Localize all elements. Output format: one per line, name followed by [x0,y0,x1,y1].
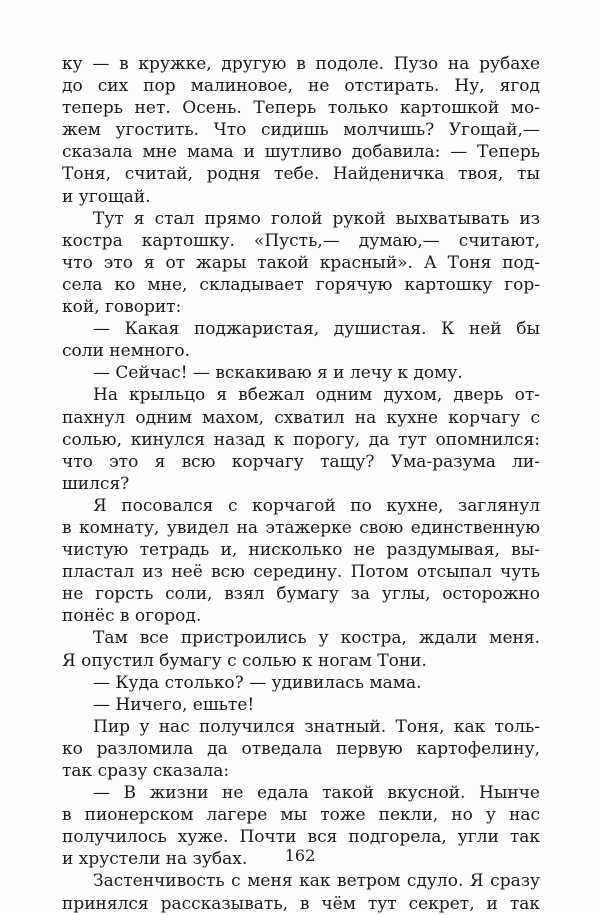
text-line: что это я от жары такой красный». А Тоня под- [62,252,540,273]
text-line: — Куда столько? — удивилась мама. [93,672,422,693]
text-line: пластал из неё всю середину. Потом отсыпал чуть [62,562,540,583]
text-line: костра картошку. «Пусть,— думаю,— считают, [62,230,540,251]
text-line: села ко мне, складывает горячую картошку гор- [62,274,540,295]
text-line: чистую тетрадь и, нисколько не раздумывая, вы- [62,540,540,561]
text-line: Тоня, считай, родня тебе. Найденичка твоя, ты [62,164,540,185]
text-line: теперь нет. Осень. Теперь только картошкой мо- [62,98,540,119]
text-line: солью, кинулся назад к порогу, да тут опомнился: [62,429,540,450]
text-line: пахнул одним махом, схватил на кухне корчагу с [62,407,540,428]
text-line: — Сейчас! — вскакиваю я и лечу к дому. [93,363,463,384]
text-line: не горсть соли, взял бумагу за углы, осторожно [62,584,540,605]
text-line: до сих пор малиновое, не отстирать. Ну, ягод [62,76,540,97]
page-number: 162 [284,846,316,865]
text-line: понёс в огород. [62,606,202,627]
text-line: сказала мне мама и шутливо добавила: — Теперь [62,142,540,163]
text-line: что это я всю корчагу тащу? Ума-разума ли- [62,451,540,472]
text-line: Я опустил бумагу с солью к ногам Тони. [62,650,427,671]
text-line: кой, говорит: [62,297,182,318]
text-line: принялся рассказывать, в чём тут секрет, и так [62,893,540,914]
text-line: в пионерском лагере мы тоже пекли, но у нас [62,805,540,826]
body-text [62,53,540,915]
text-line: На крыльцо я вбежал одним духом, дверь от- [93,385,540,406]
text-line: соли немного. [62,341,191,362]
text-line: шился? [62,473,130,494]
text-line: — В жизни не едала такой вкусной. Нынче [93,783,540,804]
text-line: в комнату, увидел на этажерке свою единственную [62,517,540,538]
text-line: ко разломила да отведала первую картофелину, [62,738,540,759]
text-line: Тут я стал прямо голой рукой выхватывать из [93,208,540,229]
text-line: получилось хуже. Почти вся подгорела, угли так [62,827,540,848]
text-line: Я посовался с корчагой по кухне, заглянул [93,495,540,516]
text-line: жем угостить. Что сидишь молчишь? Угощай,— [62,120,540,141]
text-line: — Ничего, ешьте! [93,694,255,715]
text-line: Застенчивость с меня как ветром сдуло. Я сразу [93,871,540,892]
text-line: и хрустели на зубах. [62,849,248,870]
text-line: и угощай. [62,186,151,207]
text-line: так сразу сказала: [62,761,230,781]
text-line: Там все пристроились у костра, ждали меня. [93,628,540,649]
text-line: Пир у нас получился знатный. Тоня, как толь- [93,716,540,737]
text-line: ку — в кружке, другую в подоле. Пузо на рубахе [62,54,540,74]
text-line: — Какая поджаристая, душистая. К ней бы [93,319,540,340]
